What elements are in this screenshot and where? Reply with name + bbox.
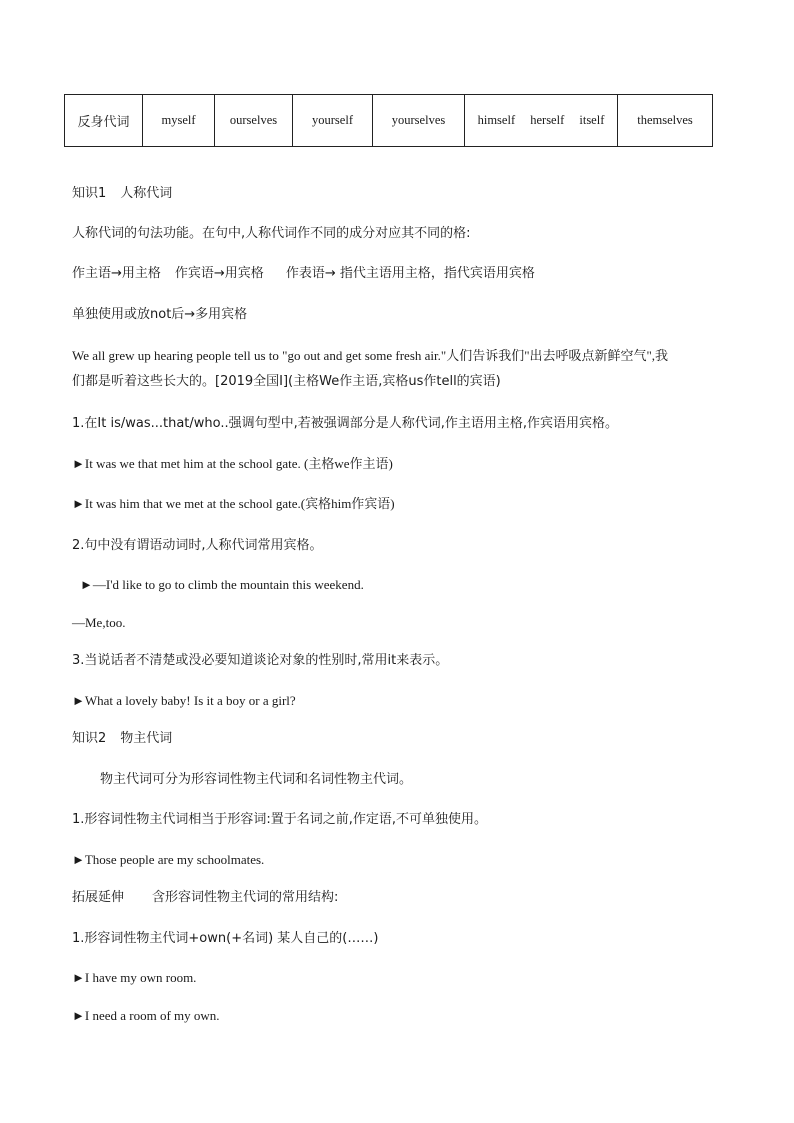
point-line: 1.在It is/was...that/who..强调句型中,若被强调部分是人称代词,作主语用主格,作宾语用宾格。 — [72, 416, 619, 431]
table-cell-ourselves: ourselves — [215, 95, 293, 147]
example-line: ►It was we that met him at the school gate. (主格we作主语) — [72, 456, 393, 471]
section-heading: 拓展延伸 — [72, 890, 125, 905]
section-title-extension — [72, 888, 732, 908]
rule-predicative: 作表语→ 指代主语用主格，指代宾语用宾格 — [285, 266, 535, 281]
section-heading: 人称代词 — [120, 186, 173, 201]
reflexive-pronoun-table — [64, 94, 713, 147]
section-heading: 物主代词 — [120, 731, 173, 746]
section-subheading: 含形容词性物主代词的常用结构: — [152, 890, 339, 905]
example-line: ►I have my own room. — [72, 970, 197, 985]
section-title-k2 — [72, 729, 732, 749]
example-line: We all grew up hearing people tell us to "go out and get some fresh air."人们告诉我们"出去呼吸点新鲜空气",我 — [72, 348, 669, 363]
paragraph: 人称代词的句法功能。在句中,人称代词作不同的成分对应其不同的格: — [72, 226, 471, 241]
example-line: ►It was him that we met at the school gate.(宾格him作宾语) — [72, 496, 395, 511]
table-cell-third-person — [465, 95, 618, 147]
pronoun-himself: himself — [477, 113, 516, 127]
pronoun-herself: herself — [530, 113, 565, 127]
example-line: 们都是听着这些长大的。[2019全国Ⅰ](主格We作主语,宾格us作tell的宾语) — [72, 374, 501, 389]
point-line: 3.当说话者不清楚或没必要知道谈论对象的性别时,常用it来表示。 — [72, 653, 449, 668]
example-line: ►What a lovely baby! Is it a boy or a girl? — [72, 693, 296, 708]
example-line: ►Those people are my schoolmates. — [72, 852, 265, 867]
point-line: 2.句中没有谓语动词时,人称代词常用宾格。 — [72, 538, 323, 553]
section-number: 知识2 — [72, 731, 107, 746]
table-cell-header: 反身代词 — [65, 95, 143, 147]
point-line: 1.形容词性物主代词+own(+名词) 某人自己的(……) — [72, 931, 379, 946]
example-line: ►I need a room of my own. — [72, 1008, 220, 1023]
rule-object: 作宾语→用宾格 — [174, 266, 264, 281]
rule-line — [72, 264, 732, 284]
table-cell-myself: myself — [143, 95, 215, 147]
table-cell-yourselves: yourselves — [373, 95, 465, 147]
pronoun-itself: itself — [579, 113, 605, 127]
paragraph: 物主代词可分为形容词性物主代词和名词性物主代词。 — [100, 772, 413, 787]
table-cell-yourself: yourself — [293, 95, 373, 147]
example-line: ►—I'd like to go to climb the mountain this weekend. — [80, 577, 364, 592]
rule-subject: 作主语→用主格 — [72, 266, 161, 281]
paragraph: 单独使用或放not后→多用宾格 — [72, 307, 248, 322]
section-number: 知识1 — [72, 186, 107, 201]
section-title-k1 — [72, 184, 732, 204]
table-row — [65, 95, 713, 147]
example-line: —Me,too. — [72, 615, 126, 630]
point-line: 1.形容词性物主代词相当于形容词:置于名词之前,作定语,不可单独使用。 — [72, 812, 488, 827]
table-cell-themselves: themselves — [618, 95, 713, 147]
